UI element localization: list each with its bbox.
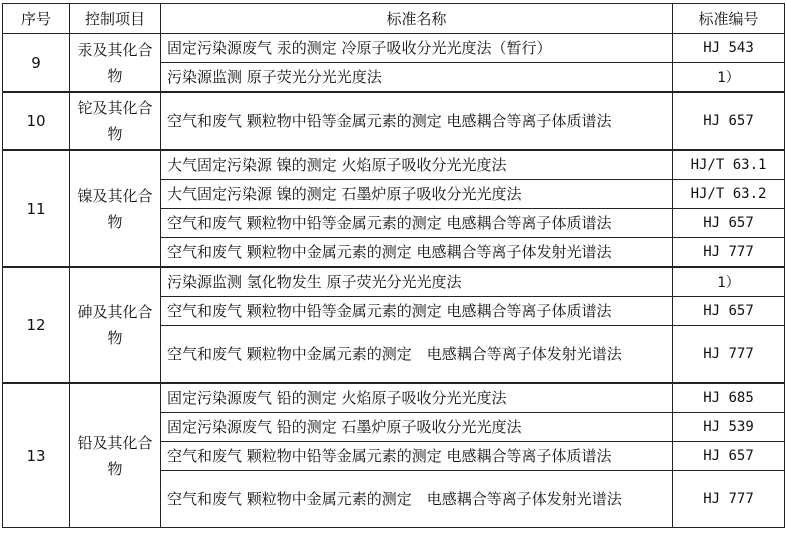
standard-code-cell: HJ 657	[673, 209, 785, 238]
table-row	[3, 267, 785, 297]
standard-name-cell: 空气和废气 颗粒物中铅等金属元素的测定 电感耦合等离子体质谱法	[161, 297, 673, 326]
standard-code-cell: 1）	[673, 267, 785, 297]
standard-name-cell: 空气和废气 颗粒物中金属元素的测定 电感耦合等离子体发射光谱法	[161, 238, 673, 268]
seq-cell: 13	[3, 383, 70, 528]
table-row	[3, 92, 785, 150]
standards-table	[2, 3, 785, 528]
item-cell: 汞及其化合物	[70, 34, 161, 93]
standard-name-cell: 固定污染源废气 汞的测定 冷原子吸收分光光度法（暂行）	[161, 34, 673, 63]
standard-name-cell: 空气和废气 颗粒物中金属元素的测定 电感耦合等离子体发射光谱法	[161, 326, 673, 384]
seq-cell: 10	[3, 92, 70, 150]
standard-name-cell: 空气和废气 颗粒物中铅等金属元素的测定 电感耦合等离子体质谱法	[161, 92, 673, 150]
table-row	[3, 150, 785, 180]
standard-code-cell: HJ 543	[673, 34, 785, 63]
standard-code-cell: HJ/T 63.1	[673, 150, 785, 180]
table-row	[3, 383, 785, 413]
header-seq: 序号	[3, 4, 70, 34]
standard-name-cell: 固定污染源废气 铅的测定 火焰原子吸收分光光度法	[161, 383, 673, 413]
seq-cell: 11	[3, 150, 70, 267]
table-row	[3, 34, 785, 63]
standard-name-cell: 空气和废气 颗粒物中金属元素的测定 电感耦合等离子体发射光谱法	[161, 471, 673, 528]
standard-code-cell: HJ 657	[673, 442, 785, 471]
standard-code-cell: 1）	[673, 63, 785, 93]
item-cell: 铅及其化合物	[70, 383, 161, 528]
header-row	[3, 4, 785, 34]
item-cell: 铊及其化合物	[70, 92, 161, 150]
standard-name-cell: 大气固定污染源 镍的测定 石墨炉原子吸收分光光度法	[161, 180, 673, 209]
header-name: 标准名称	[161, 4, 673, 34]
standard-name-cell: 大气固定污染源 镍的测定 火焰原子吸收分光光度法	[161, 150, 673, 180]
standard-name-cell: 污染源监测 原子荧光分光光度法	[161, 63, 673, 93]
standard-code-cell: HJ 685	[673, 383, 785, 413]
standard-code-cell: HJ 657	[673, 92, 785, 150]
standard-code-cell: HJ 777	[673, 238, 785, 268]
standard-name-cell: 空气和废气 颗粒物中铅等金属元素的测定 电感耦合等离子体质谱法	[161, 442, 673, 471]
seq-cell: 9	[3, 34, 70, 93]
item-cell: 砷及其化合物	[70, 267, 161, 383]
header-code: 标准编号	[673, 4, 785, 34]
standard-name-cell: 空气和废气 颗粒物中铅等金属元素的测定 电感耦合等离子体质谱法	[161, 209, 673, 238]
seq-cell: 12	[3, 267, 70, 383]
item-cell: 镍及其化合物	[70, 150, 161, 267]
standard-code-cell: HJ 539	[673, 413, 785, 442]
standard-code-cell: HJ 777	[673, 471, 785, 528]
standard-code-cell: HJ 777	[673, 326, 785, 384]
standard-name-cell: 污染源监测 氢化物发生 原子荧光分光光度法	[161, 267, 673, 297]
standard-code-cell: HJ/T 63.2	[673, 180, 785, 209]
standard-code-cell: HJ 657	[673, 297, 785, 326]
standard-name-cell: 固定污染源废气 铅的测定 石墨炉原子吸收分光光度法	[161, 413, 673, 442]
header-item: 控制项目	[70, 4, 161, 34]
